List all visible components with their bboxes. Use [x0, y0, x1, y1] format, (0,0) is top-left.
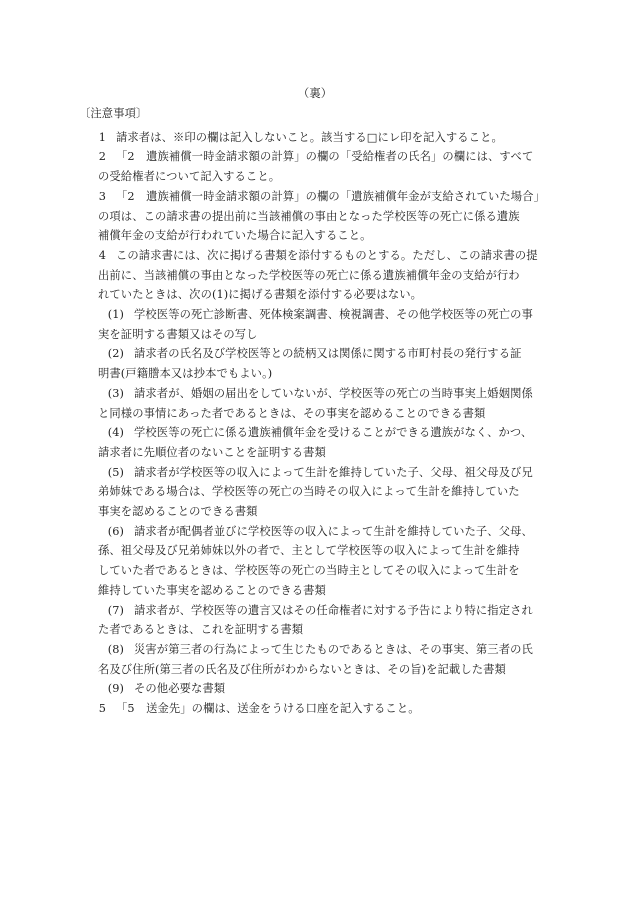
subitem-number: (3) [107, 386, 124, 400]
subitem-text-line: 弟姉妹である場合は、学校医等の死亡の当時その収入によって生計を維持していた [98, 485, 520, 499]
subitem-text-line: 請求者が、婚姻の届出をしていないが、学校医等の死亡の当時事実上婚姻関係 [134, 386, 533, 400]
subitem-number: (4) [107, 426, 124, 440]
section-label: 〔注意事項〕 [79, 107, 148, 120]
subitem-text-line: 明書(戸籍謄本又は抄本でもよい。) [98, 367, 273, 381]
note-number: 1 [98, 130, 106, 144]
subitem-text-line: していた者であるときは、学校医等の死亡の当時主としてその収入によって生計を [98, 564, 520, 578]
note-text-line: 「5 送金先」の欄は、送金をうける口座を記入すること。 [116, 702, 420, 716]
subitem-text-line: 災害が第三者の行為によって生じたものであるときは、その事実、第三者の氏 [134, 642, 533, 656]
subitem-text-line: 学校医等の死亡に係る遺族補償年金を受けることができる遺族がなく、かつ、 [134, 426, 533, 440]
note-number: 4 [98, 248, 106, 262]
note-number: 2 [98, 150, 106, 164]
subitem-number: (8) [107, 642, 124, 656]
subitem-number: (7) [107, 603, 124, 617]
note-item-5 [84, 699, 564, 719]
subitem-text-line: た者であるときは、これを証明する書類 [98, 623, 304, 637]
subitem-6 [84, 522, 564, 601]
subitem-4 [84, 423, 564, 462]
note-text-line: 「2 遺族補償一時金請求額の計算」の欄の「受給権者の氏名」の欄には、すべて [116, 150, 534, 164]
subitem-7 [84, 601, 564, 640]
subitem-text-line: 請求者が配偶者並びに学校医等の収入によって生計を維持していた子、父母、 [134, 524, 533, 538]
page-side-heading: （裏） [297, 86, 333, 100]
subitem-text-line: 請求者の氏名及び学校医等との続柄又は関係に関する市町村長の発行する証 [134, 347, 522, 361]
subitem-5 [84, 463, 564, 522]
subitem-1 [84, 305, 564, 344]
subitem-text-line: 事実を認めることのできる書類 [98, 505, 258, 519]
subitem-text-line: 孫、祖父母及び兄弟姉妹以外の者で、主として学校医等の収入によって生計を維持 [98, 544, 520, 558]
subitem-3 [84, 384, 564, 423]
note-text-line: の受給権者について記入すること。 [98, 170, 281, 184]
subitem-text-line: 請求者が、学校医等の遺言又はその任命権者に対する予告により特に指定され [134, 603, 533, 617]
note-text-line: 補償年金の支給が行われていた場合に記入すること。 [98, 229, 372, 243]
subitem-text-line: 請求者に先順位者のないことを証明する書類 [98, 445, 326, 459]
subitem-text-line: 名及び住所(第三者の氏名及び住所がわからないときは、その旨)を記載した書類 [98, 662, 506, 676]
note-item-4 [84, 246, 564, 305]
note-number: 5 [98, 702, 106, 716]
note-item-1 [84, 128, 564, 148]
note-text-line: れていたときは、次の(1)に掲げる書類を添付する必要はない。 [98, 288, 423, 302]
note-item-2 [84, 147, 564, 186]
subitem-number: (9) [107, 682, 124, 696]
subitem-text-line: その他必要な書類 [134, 682, 226, 696]
subitem-number: (5) [107, 465, 124, 479]
subitem-8 [84, 640, 564, 679]
subitem-number: (6) [107, 524, 124, 538]
note-text-line: 出前に、当該補償の事由となった学校医等の死亡に係る遺族補償年金の支給が行わ [98, 268, 520, 282]
subitem-9 [84, 679, 564, 699]
note-item-3 [84, 187, 564, 246]
note-text-line: この請求書には、次に掲げる書類を添付するものとする。ただし、この請求書の提 [116, 248, 538, 262]
subitem-text-line: 維持していた事実を認めることのできる書類 [98, 583, 326, 597]
note-text-line: の項は、この請求書の提出前に当該補償の事由となった学校医等の死亡に係る遺族 [98, 209, 520, 223]
subitem-text-line: と同様の事情にあった者であるときは、その事実を認めることのできる書類 [98, 406, 486, 420]
subitem-text-line: 請求者が学校医等の収入によって生計を維持していた子、父母、祖父母及び兄 [134, 465, 533, 479]
note-text-line: 「2 遺族補償一時金請求額の計算」の欄の「遺族補償年金が支給されていた場合」 [116, 189, 545, 203]
note-text-line: 請求者は、※印の欄は記入しないこと。該当する□にレ印を記入すること。 [116, 130, 503, 144]
subitem-number: (2) [107, 347, 124, 361]
notes-section [79, 104, 564, 719]
subitem-text-line: 実を証明する書類又はその写し [98, 327, 258, 341]
note-number: 3 [98, 189, 106, 203]
subitem-2 [84, 344, 564, 383]
subitem-text-line: 学校医等の死亡診断書、死体検案調書、検視調書、その他学校医等の死亡の事 [134, 308, 533, 322]
subitem-number: (1) [107, 308, 124, 322]
